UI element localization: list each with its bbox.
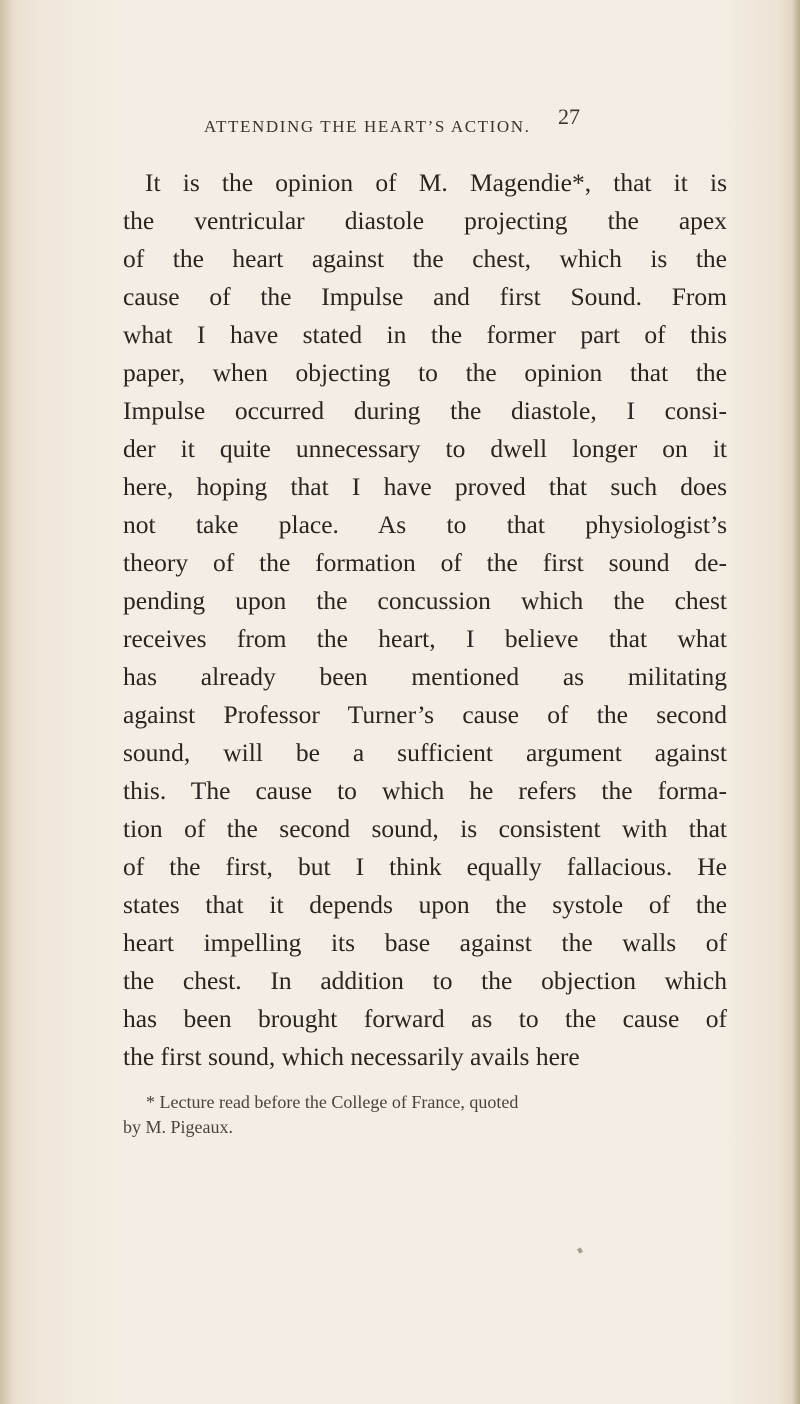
body-line: paper, when objecting to the opinion that the xyxy=(123,358,727,387)
page-edge-shadow xyxy=(792,0,800,1404)
body-line: receives from the heart, I believe that what xyxy=(123,624,727,653)
body-line: has been brought forward as to the cause of xyxy=(123,1004,727,1033)
running-head: ATTENDING THE HEART’S ACTION. xyxy=(204,117,531,136)
body-line: here, hoping that I have proved that such does xyxy=(123,472,727,501)
body-line: sound, will be a sufficient argument against xyxy=(123,738,727,767)
body-line: has already been mentioned as militating xyxy=(123,662,727,691)
body-line: of the first, but I think equally fallacious. He xyxy=(123,852,727,881)
page-gutter-shadow xyxy=(0,0,14,1404)
body-line: tion of the second sound, is consistent with that xyxy=(123,814,727,843)
body-line: the first sound, which necessarily avails here xyxy=(123,1042,580,1071)
body-line: states that it depends upon the systole of the xyxy=(123,890,727,919)
body-line: theory of the formation of the first sound de- xyxy=(123,548,727,577)
body-line: pending upon the concussion which the chest xyxy=(123,586,727,615)
body-line: what I have stated in the former part of this xyxy=(123,320,727,349)
body-line: cause of the Impulse and first Sound. From xyxy=(123,282,727,311)
body-line: der it quite unnecessary to dwell longer on it xyxy=(123,434,727,463)
body-line: not take place. As to that physiologist’s xyxy=(123,510,727,539)
body-line: the ventricular diastole projecting the apex xyxy=(123,206,727,235)
body-line: Impulse occurred during the diastole, I consi- xyxy=(123,396,727,425)
body-line: of the heart against the chest, which is the xyxy=(123,244,727,273)
body-line: It is the opinion of M. Magendie*, that it is xyxy=(145,168,727,197)
body-line: against Professor Turner’s cause of the second xyxy=(123,700,727,729)
body-line: heart impelling its base against the walls of xyxy=(123,928,727,957)
body-line: this. The cause to which he refers the forma- xyxy=(123,776,727,805)
ink-speck xyxy=(577,1247,583,1253)
footnote-line: * Lecture read before the College of France, quoted xyxy=(146,1092,519,1112)
body-line: the chest. In addition to the objection which xyxy=(123,966,727,995)
footnote-line: by M. Pigeaux. xyxy=(123,1117,233,1137)
page-number: 27 xyxy=(558,104,580,129)
